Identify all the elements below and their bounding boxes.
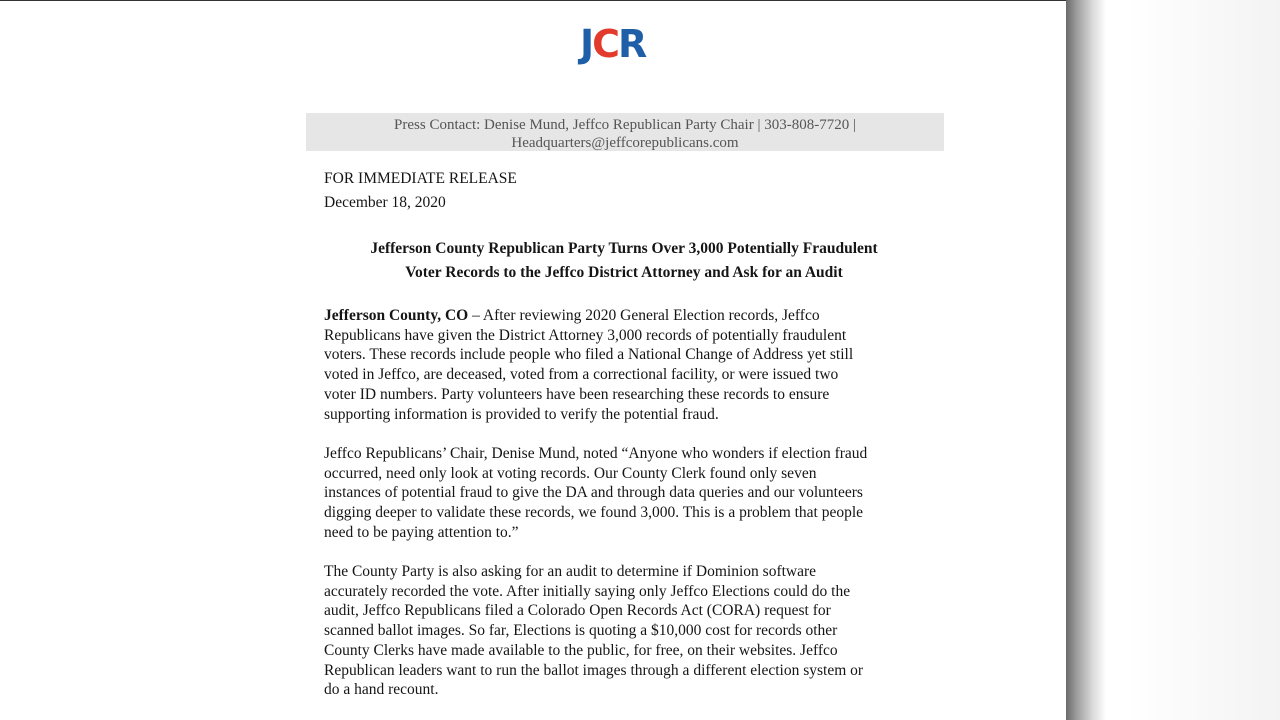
release-date: December 18, 2020 — [324, 194, 446, 211]
paragraph-1-line-2: Republicans have given the District Attorney 3,000 records of potentially fraudulent — [324, 326, 847, 344]
paragraph-3-line-6: Republican leaders want to run the ballot images through a different election system or — [324, 661, 864, 679]
paragraph-2 — [324, 444, 934, 543]
press-contact-bar — [306, 113, 944, 151]
paragraph-3-line-5: County Clerks have made available to the public, for free, on their websites. Jeffco — [324, 641, 838, 659]
paragraph-1-line-6: supporting information is provided to verify the potential fraud. — [324, 405, 719, 423]
release-label: FOR IMMEDIATE RELEASE — [324, 170, 517, 187]
paragraph-1-line-1-text: – After reviewing 2020 General Election records, Jeffco — [468, 307, 820, 324]
headline — [324, 237, 924, 285]
logo-letter-j: J — [580, 22, 593, 66]
paragraph-1 — [324, 306, 934, 424]
paragraph-2-line-3: instances of potential fraud to give the DA and through data queries and our volunteers — [324, 484, 863, 502]
paragraph-1-line-3: voters. These records include people who filed a National Change of Address yet still — [324, 346, 854, 364]
paragraph-2-line-5: need to be paying attention to.” — [324, 523, 519, 541]
paragraph-3-line-2: accurately recorded the vote. After initially saying only Jeffco Elections could do the — [324, 582, 851, 600]
paragraph-3 — [324, 562, 934, 700]
paragraph-3-line-4: scanned ballot images. So far, Elections is quoting a $10,000 cost for records other — [324, 622, 838, 640]
paragraph-3-line-7: do a hand recount. — [324, 681, 439, 699]
paragraph-1-line-4: voted in Jeffco, are deceased, voted from a correctional facility, or were issued two — [324, 366, 839, 384]
paragraph-2-line-1: Jeffco Republicans’ Chair, Denise Mund, noted “Anyone who wonders if election fraud — [324, 445, 868, 462]
paragraph-2-line-2: occurred, need only look at voting records. Our County Clerk found only seven — [324, 464, 817, 482]
paragraph-1-line-1 — [324, 306, 934, 326]
jcr-logo — [580, 23, 670, 65]
paragraph-3-line-1: The County Party is also asking for an audit to determine if Dominion software — [324, 563, 817, 580]
page-edge-shadow — [1066, 0, 1106, 720]
press-contact-line-2: Headquarters@jeffcorepublicans.com — [511, 135, 739, 151]
logo-letter-c: C — [592, 22, 619, 66]
logo-letter-r: R — [618, 22, 646, 66]
paragraph-2-line-4: digging deeper to validate these records, we found 3,000. This is a problem that people — [324, 504, 864, 522]
release-info — [324, 167, 934, 215]
headline-line-1: Jefferson County Republican Party Turns Over 3,000 Potentially Fraudulent — [370, 240, 878, 257]
press-contact-line-1: Press Contact: Denise Mund, Jeffco Republican Party Chair | 303-808-7720 | — [394, 117, 856, 133]
dateline: Jefferson County, CO — [324, 307, 469, 324]
paragraph-1-line-5: voter ID numbers. Party volunteers have been researching these records to ensure — [324, 385, 830, 403]
headline-line-2: Voter Records to the Jeffco District Attorney and Ask for an Audit — [405, 264, 843, 281]
paragraph-3-line-3: audit, Jeffco Republicans filed a Colorado Open Records Act (CORA) request for — [324, 602, 831, 620]
